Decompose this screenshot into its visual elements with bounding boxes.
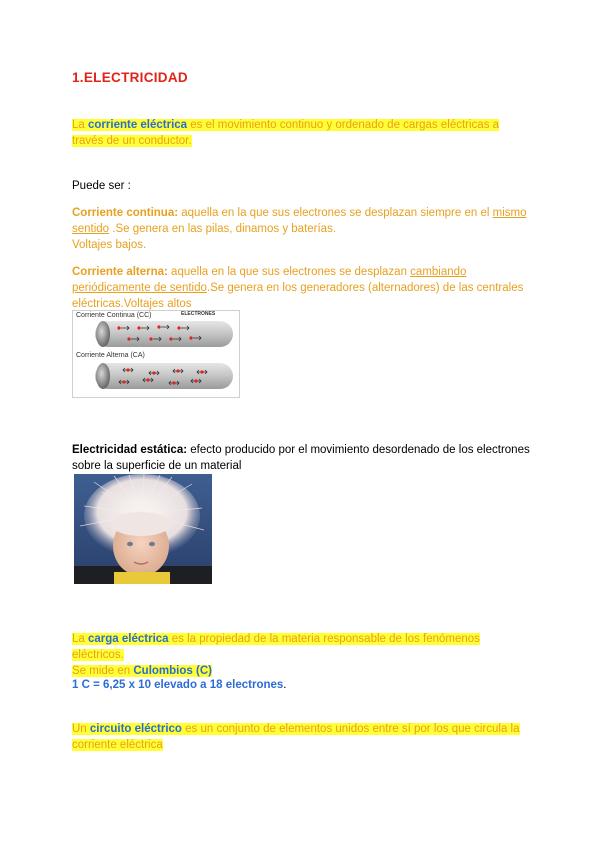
static-hair-photo bbox=[74, 474, 212, 584]
term-carga-electrica: carga eléctrica bbox=[88, 633, 169, 645]
paragraph-corriente-electrica bbox=[72, 117, 532, 149]
paragraph-circuito-electrico bbox=[72, 721, 532, 753]
link-mismo-sentido[interactable]: mismo sentido bbox=[72, 207, 527, 235]
p8-pre: Un bbox=[72, 723, 90, 735]
conductor-tubes-graphic bbox=[73, 311, 239, 397]
p6-line2: Se mide en bbox=[72, 665, 134, 677]
p3-text2: .Se genera en las pilas, dinamos y baterías. bbox=[109, 223, 337, 235]
page-title: 1.ELECTRICIDAD bbox=[72, 70, 188, 85]
paragraph-corriente-alterna bbox=[72, 264, 532, 312]
term-circuito-electrico: circuito eléctrico bbox=[89, 723, 182, 735]
term-corriente-alterna: Corriente alterna: bbox=[72, 266, 168, 278]
diagram-label-ca: Corriente Alterna (CA) bbox=[76, 352, 145, 359]
p3-line2: Voltajes bajos. bbox=[72, 239, 147, 251]
p7-dot: . bbox=[283, 679, 287, 691]
p6-pre: La bbox=[72, 633, 88, 645]
diagram-label-cc: Corriente Continua (CC) bbox=[76, 312, 152, 319]
paragraph-culombio-definition bbox=[72, 677, 532, 693]
static-hair-graphic bbox=[74, 474, 212, 584]
paragraph-puede-ser: Puede ser : bbox=[72, 180, 131, 192]
p1-pre: La bbox=[72, 119, 88, 131]
diagram-label-electrones: ELECTRONES bbox=[181, 311, 216, 317]
p4-text1: aquella en la que sus electrones se desplazan bbox=[167, 266, 411, 278]
culombio-formula: 1 C = 6,25 x 10 elevado a 18 electrones bbox=[72, 679, 284, 691]
term-corriente-continua: Corriente continua: bbox=[72, 207, 179, 219]
p3-text1: aquella en la que sus electrones se desplazan siempre en el bbox=[178, 207, 493, 219]
p4-text2: .Se genera en los generadores (alternadores) de las centrales eléctricas.Voltajes altos bbox=[72, 282, 524, 310]
current-diagram-image bbox=[72, 310, 240, 398]
paragraph-corriente-continua bbox=[72, 205, 532, 253]
link-cambiando-sentido[interactable]: cambiando periódicamente de sentido bbox=[72, 266, 467, 294]
unit-culombios: Culombios (C) bbox=[133, 665, 212, 677]
term-corriente-electrica: corriente eléctrica bbox=[88, 119, 188, 131]
paragraph-carga-electrica bbox=[72, 631, 532, 679]
paragraph-electricidad-estatica bbox=[72, 442, 532, 474]
term-electricidad-estatica: Electricidad estática: bbox=[72, 444, 188, 456]
p8-post: es un conjunto de elementos unidos entre sí por los que circula la corriente eléctrica bbox=[72, 723, 520, 751]
p1-post: es el movimiento continuo y ordenado de cargas eléctricas a través de un conductor. bbox=[72, 119, 500, 147]
p6-mid: es la propiedad de la materia responsable de los fenómenos eléctricos. bbox=[72, 633, 480, 661]
p5-text: efecto producido por el movimiento desordenado de los electrones sobre la superficie de un material bbox=[72, 444, 530, 472]
